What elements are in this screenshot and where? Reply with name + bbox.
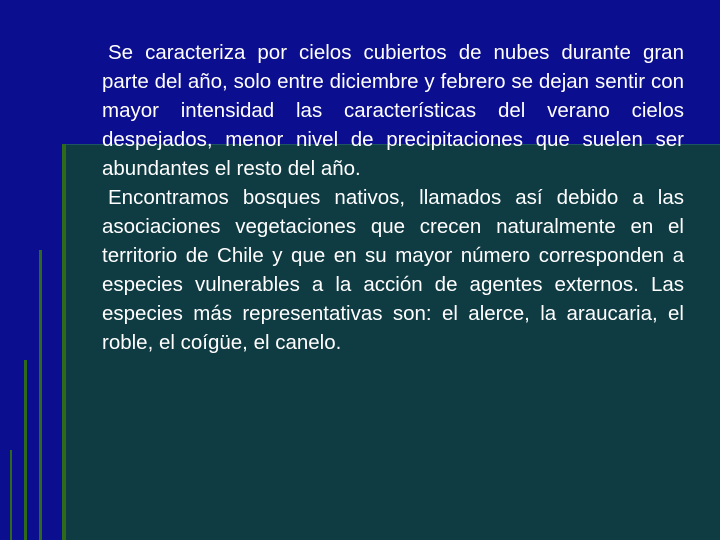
decorative-stripe: [62, 144, 66, 540]
decorative-stripe: [10, 450, 12, 540]
slide-body: [102, 38, 684, 357]
paragraph-climate: Se caracteriza por cielos cubiertos de nubes durante gran parte del año, solo entre diciembre y febrero se dejan sentir con mayor intensidad las características del verano cielos despejados, menor nivel de precipitaciones que suelen ser abundantes el resto del año.: [102, 41, 684, 180]
decorative-stripe: [24, 360, 27, 540]
paragraph-forests: Encontramos bosques nativos, llamados así debido a las asociaciones vegetaciones que crecen naturalmente en el territorio de Chile y que en su mayor número corresponden a especies vulnerables a la acción de agentes externos. Las especies más representativas son: el alerce, la araucaria, el roble, el coígüe, el canelo.: [102, 186, 684, 354]
decorative-stripe: [39, 250, 42, 540]
